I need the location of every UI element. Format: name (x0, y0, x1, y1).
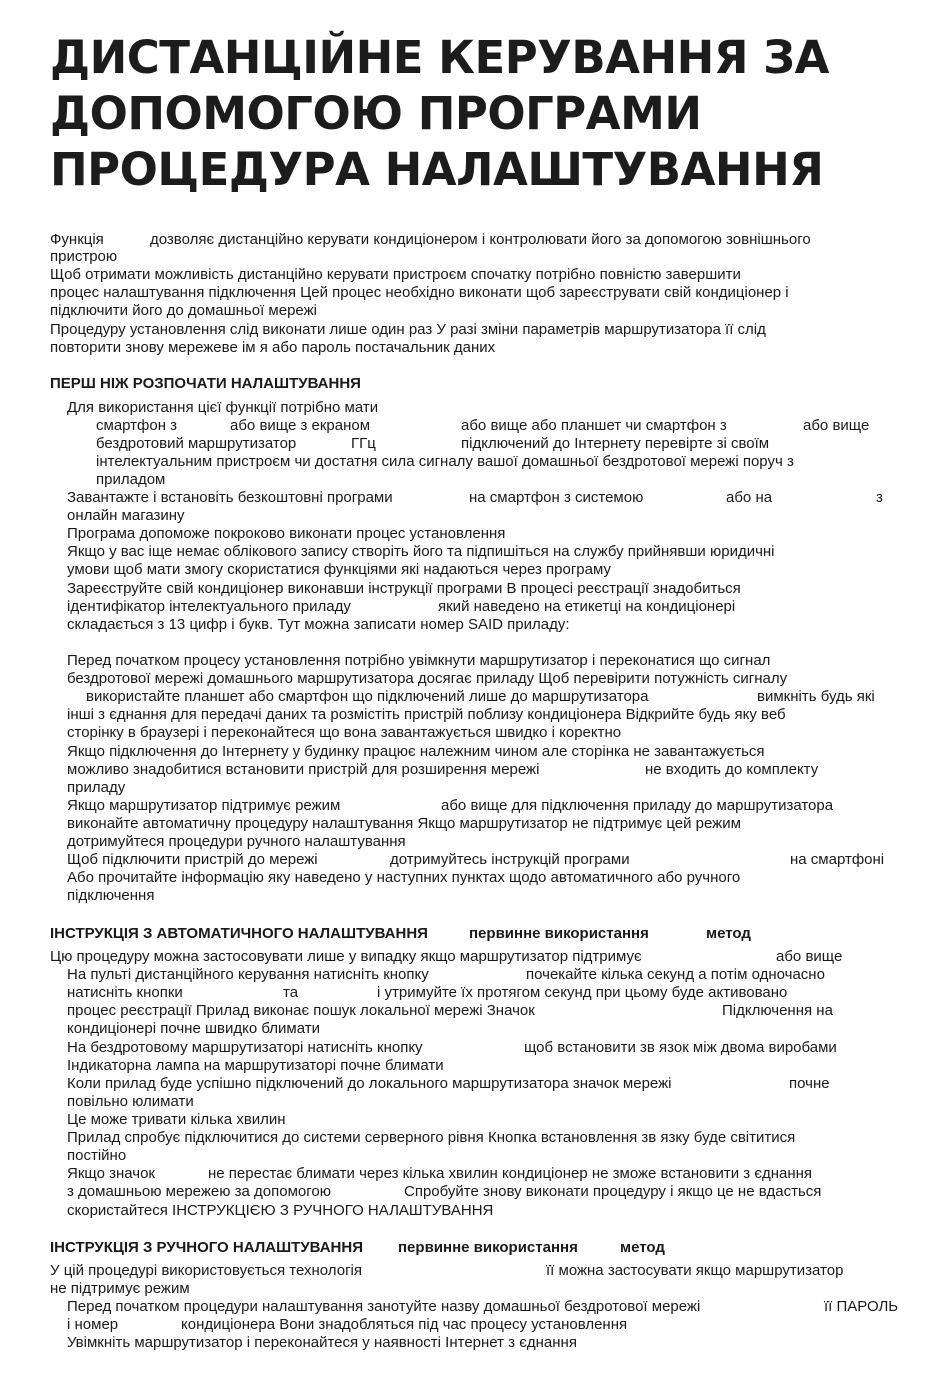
body-text: приладу (67, 779, 126, 796)
body-text: смартфон з (96, 417, 178, 434)
body-text: Прилад спробує підключитися до системи серверного рівня Кнопка встановлення зв язку буде світитися (67, 1129, 796, 1146)
body-text: сторінку в браузері і переконайтеся що вона завантажується швидко і коректно (67, 724, 622, 741)
body-text: Якщо маршрутизатор підтримує режим (67, 797, 341, 814)
body-text: Спробуйте знову виконати процедуру і якщо це не вдасться (404, 1183, 822, 1200)
body-text: бездротової мережі домашнього маршрутизатора досягає приладу Щоб перевірити потужність сигналу (67, 670, 788, 687)
body-text: Зареєструйте свій кондиціонер виконавши інструкції програми В процесі реєстрації знадобиться (67, 580, 741, 597)
intro-text: Функція (50, 231, 104, 248)
body-text: або вище для підключення приладу до маршрутизатора (441, 797, 834, 814)
body-text: Цю процедуру можна застосовувати лише у випадку якщо маршрутизатор підтримує (50, 948, 642, 965)
body-text: натисніть кнопки (67, 984, 183, 1001)
body-text: використайте планшет або смартфон що підключений лише до маршрутизатора (86, 688, 649, 705)
body-text: на смартфоні (790, 851, 885, 868)
body-text: не перестає блимати через кілька хвилин кондиціонер не зможе встановити з єднання (208, 1165, 813, 1182)
section-heading: метод (706, 925, 751, 942)
body-text: можливо знадобитися встановити пристрій для розширення мережі (67, 761, 540, 778)
body-text: Підключення на (722, 1002, 833, 1019)
intro-text: підключити його до домашньої мережі (50, 302, 317, 319)
body-text: умови щоб мати змогу скористатися функціями які надаються через програму (67, 561, 611, 578)
section-heading: первинне використання (398, 1239, 578, 1256)
body-text: У цій процедурі використовується технологія (50, 1262, 362, 1279)
intro-text: пристрою (50, 248, 118, 265)
section-heading: ІНСТРУКЦІЯ З РУЧНОГО НАЛАШТУВАННЯ (50, 1239, 364, 1256)
body-text: щоб встановити зв язок між двома виробами (524, 1039, 837, 1056)
body-text: Для використання цієї функції потрібно мати (67, 399, 379, 416)
body-text: з домашньою мережею за допомогою (67, 1183, 331, 1200)
body-text: і номер (67, 1316, 119, 1333)
body-text: підключений до Інтернету перевірте зі своїм (461, 435, 770, 452)
body-text: На пульті дистанційного керування натисніть кнопку (67, 966, 429, 983)
body-text: або вище (803, 417, 870, 434)
page-title-line-3: ПРОЦЕДУРА НАЛАШТУВАННЯ (50, 143, 824, 196)
body-text: Щоб підключити пристрій до мережі (67, 851, 318, 868)
body-text: або на (726, 489, 773, 506)
body-text: Якщо значок (67, 1165, 155, 1182)
body-text: Якщо підключення до Інтернету у будинку працює належним чином але сторінка не завантажується (67, 743, 765, 760)
body-text: вимкніть будь які (757, 688, 875, 705)
section-heading: ІНСТРУКЦІЯ З АВТОМАТИЧНОГО НАЛАШТУВАННЯ (50, 925, 428, 942)
intro-text: дозволяє дистанційно керувати кондиціонером і контролювати його за допомогою зовнішнього (150, 231, 811, 248)
body-text: приладом (96, 471, 166, 488)
body-text: повільно юлимати (67, 1093, 194, 1110)
body-text: та (283, 984, 299, 1001)
body-text: На бездротовому маршрутизаторі натисніть кнопку (67, 1039, 423, 1056)
body-text: кондиціонера Вони знадобляться під час процесу установлення (181, 1316, 628, 1333)
body-text: підключення (67, 887, 155, 904)
body-text: і утримуйте їх протягом секунд при цьому буде активовано (377, 984, 788, 1001)
body-text: почекайте кілька секунд а потім одночасно (526, 966, 825, 983)
body-text: складається з 13 цифр і букв. Тут можна записати номер SAID приладу: (67, 616, 570, 633)
section-heading: метод (620, 1239, 665, 1256)
body-text: інші з єднання для передачі даних та розмістіть пристрій поблизу кондиціонера Відкрийте будь яку веб (67, 706, 786, 723)
body-text: Перед початком процедури налаштування занотуйте назву домашньої бездротової мережі (67, 1298, 701, 1315)
body-text: почне (789, 1075, 830, 1092)
body-text: Якщо у вас іще немає облікового запису створіть його та підпишіться на службу прийнявши юридичні (67, 543, 775, 560)
body-text: не входить до комплекту (645, 761, 819, 778)
body-text: інтелектуальним пристроєм чи достатня сила сигналу вашої домашньої бездротової мережі поруч з (96, 453, 794, 470)
intro-text: Щоб отримати можливість дистанційно керувати пристроєм спочатку потрібно повністю завершити (50, 266, 741, 283)
page-title-line-2: ДОПОМОГОЮ ПРОГРАМИ (50, 87, 702, 140)
intro-text: Процедуру установлення слід виконати лише один раз У разі зміни параметрів маршрутизатора її слід (50, 321, 766, 338)
page-title-line-1: ДИСТАНЦІЙНЕ КЕРУВАННЯ ЗА (50, 31, 829, 84)
body-text: з (876, 489, 883, 506)
body-text: бездротовий маршрутизатор (96, 435, 297, 452)
body-text: на смартфон з системою (469, 489, 644, 506)
body-text: Програма допоможе покроково виконати процес установлення (67, 525, 506, 542)
body-text: Завантажте і встановіть безкоштовні програми (67, 489, 393, 506)
body-text: який наведено на етикетці на кондиціонері (438, 598, 736, 615)
body-text: її ПАРОЛЬ (824, 1298, 899, 1315)
body-text: ідентифікатор інтелектуального приладу (67, 598, 351, 615)
body-text: кондиціонері почне швидко блимати (67, 1020, 320, 1037)
body-text: онлайн магазину (67, 507, 185, 524)
body-text: або вище (776, 948, 843, 965)
body-text: постійно (67, 1147, 127, 1164)
section-heading: ПЕРШ НІЖ РОЗПОЧАТИ НАЛАШТУВАННЯ (50, 375, 361, 392)
intro-text: процес налаштування підключення Цей процес необхідно виконати щоб зареєструвати свій кондиціонер і (50, 284, 789, 301)
body-text: Це може тривати кілька хвилин (67, 1111, 286, 1128)
body-text: Увімкніть маршрутизатор і переконайтеся у наявності Інтернет з єднання (67, 1334, 577, 1351)
section-heading: первинне використання (469, 925, 649, 942)
body-text: Індикаторна лампа на маршрутизаторі почне блимати (67, 1057, 444, 1074)
intro-text: повторити знову мережеве ім я або пароль постачальник даних (50, 339, 496, 356)
body-text: її можна застосувати якщо маршрутизатор (546, 1262, 844, 1279)
body-text: дотримуйтесь інструкцій програми (390, 851, 630, 868)
body-text: ГГц (351, 435, 376, 452)
body-text: або вище з екраном (230, 417, 371, 434)
page-title (50, 30, 829, 198)
body-text: скористайтеся ІНСТРУКЦІЄЮ З РУЧНОГО НАЛАШТУВАННЯ (67, 1202, 494, 1219)
body-text: виконайте автоматичну процедуру налаштування Якщо маршрутизатор не підтримує цей режим (67, 815, 741, 832)
body-text: Перед початком процесу установлення потрібно увімкнути маршрутизатор і переконатися що сигнал (67, 652, 771, 669)
body-text: Або прочитайте інформацію яку наведено у наступних пунктах щодо автоматичного або ручного (67, 869, 741, 886)
body-text: дотримуйтеся процедури ручного налаштування (67, 833, 406, 850)
body-text: Коли прилад буде успішно підключений до локального маршрутизатора значок мережі (67, 1075, 672, 1092)
body-text: або вище або планшет чи смартфон з (461, 417, 727, 434)
body-text: не підтримує режим (50, 1280, 190, 1297)
body-text: процес реєстрації Прилад виконає пошук локальної мережі Значок (67, 1002, 535, 1019)
